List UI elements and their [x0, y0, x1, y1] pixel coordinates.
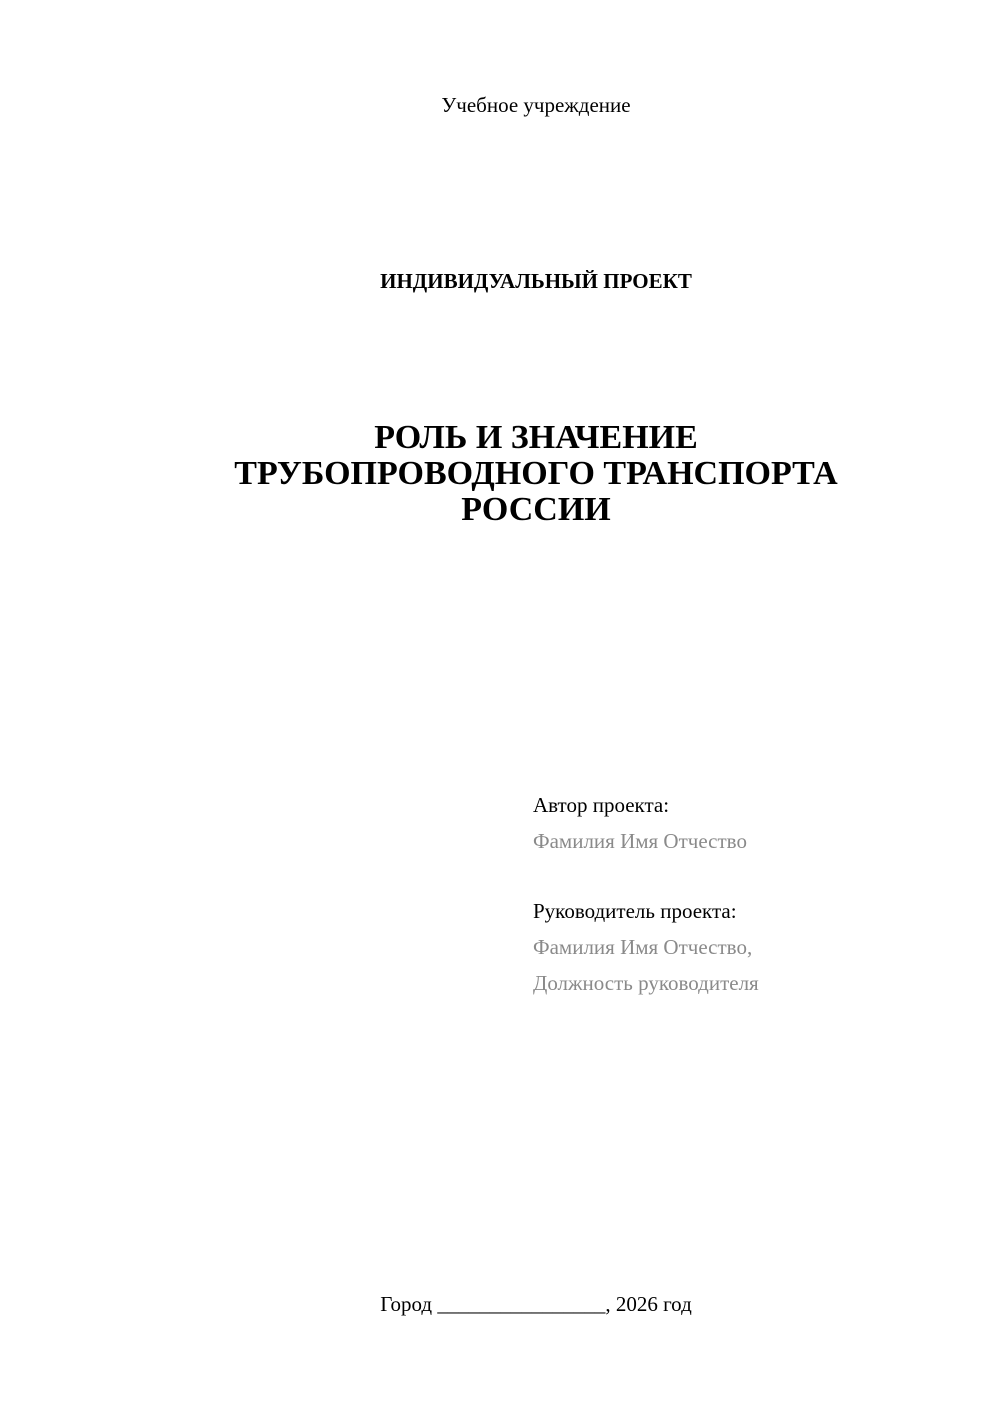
institution-name: Учебное учреждение	[441, 93, 631, 117]
city-year-line: Город ________________, 2026 год	[380, 1292, 692, 1316]
supervisor-name: Фамилия Имя Отчество,	[533, 935, 753, 959]
supervisor-position: Должность руководителя	[533, 971, 759, 995]
credits-spacer	[533, 859, 953, 893]
author-label: Автор проекта:	[533, 793, 670, 817]
project-type-heading: ИНДИВИДУАЛЬНЫЙ ПРОЕКТ	[380, 269, 692, 293]
project-title-line-2: ТРУБОПРОВОДНОГО ТРАНСПОРТА	[234, 455, 838, 492]
project-title-line-1: РОЛЬ И ЗНАЧЕНИЕ	[374, 419, 698, 456]
project-title-line-3: РОССИИ	[461, 491, 611, 528]
author-name: Фамилия Имя Отчество	[533, 829, 747, 853]
project-title	[0, 420, 1000, 528]
supervisor-label: Руководитель проекта:	[533, 899, 737, 923]
project-credits	[533, 787, 953, 1001]
